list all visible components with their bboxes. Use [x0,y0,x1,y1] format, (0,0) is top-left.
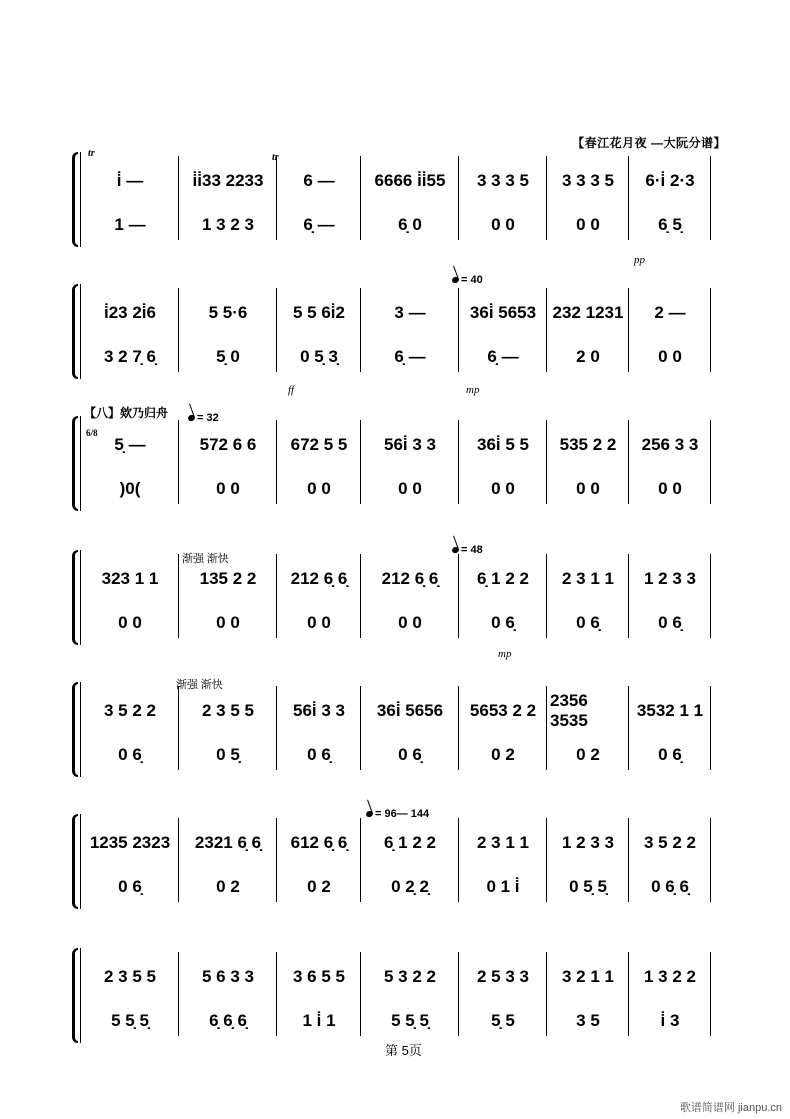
measure: 2 3 1 1 [477,833,529,852]
measure: 0 0 [491,215,515,234]
measure: 6̣ 6̣ 6̣ [209,1011,247,1030]
measure: )0( [119,479,141,498]
measure: 5̣ 0 [216,347,240,366]
score-header: 【春江花月夜 —大阮分谱】 [572,136,726,150]
measure: 0 2 [216,877,240,896]
measure: 2321 6̣ 6̣ [194,833,262,852]
score-system [72,416,724,511]
measure: 2 0 [576,347,600,366]
measure: 6̣ 5̣ [658,215,682,234]
quarter-note-icon [187,414,196,422]
measure: 36i̇ 5656 [376,701,444,720]
measure: 2 3 5 5 [104,967,156,986]
measure: 3 6 5 5 [293,967,345,986]
upper-part [80,430,724,460]
lower-part [80,872,724,902]
measure: 0 2̣ 2̣ [391,877,429,896]
measure: 0 5̣ 5̣ [569,877,607,896]
upper-part [80,962,724,992]
measure: 3 5 2 2 [104,701,156,720]
measure: 1 2 3 3 [644,569,696,588]
measure: 1 3 2 3 [202,215,254,234]
measure: 672 5 5 [290,435,348,454]
measure: 0 0 [576,479,600,498]
measure: 0 0 [307,613,331,632]
measure: i̇ 3 [660,1011,680,1030]
measure: 5 5 6i̇2 [293,303,345,322]
measure: 5 6 3 3 [202,967,254,986]
lower-part [80,740,724,770]
measure: 3 — [394,303,426,322]
measure: 6̣ — [303,215,335,234]
tempo-96-144: = 96— 144 [366,808,429,820]
measure: 3 3 3 5 [477,171,529,190]
system-brace [72,948,78,1043]
measure: 5653 2 2 [469,701,537,720]
measure: 3 5 [576,1011,600,1030]
measure: 6 — [303,171,335,190]
measure: 6̣ 1 2 2 [477,569,529,588]
measure: 0 2 [491,745,515,764]
measure: 2 3 5 5 [202,701,254,720]
tempo-32: = 32 [188,412,219,424]
tempo-48: = 48 [452,544,483,556]
upper-part [80,564,724,594]
system-brace [72,416,78,511]
measure: 2 5 3 3 [477,967,529,986]
measure: 0 0 [118,613,142,632]
measure: 0 0 [216,613,240,632]
lower-part [80,608,724,638]
measure: 2 3 1 1 [562,569,614,588]
system-brace [72,814,78,909]
measure: 0 0 [658,479,682,498]
measure: 0 6̣ [398,745,422,764]
lower-part [80,1006,724,1036]
measure: 6̣ 0 [398,215,422,234]
measure: 5̣ 5 [491,1011,515,1030]
measure: 0 0 [658,347,682,366]
measure: 0 0 [398,479,422,498]
measure: 612 6̣ 6̣ [290,833,348,852]
quarter-note-icon [451,546,460,554]
measure: 0 2 [307,877,331,896]
time-signature: 6/8 [86,428,98,438]
measure: 56i̇ 3 3 [384,435,436,454]
cresc-accel-2: 渐强 渐快 [176,679,223,691]
quarter-note-icon [451,276,460,284]
measure: 1 3 2 2 [644,967,696,986]
measure: i̇23 2i̇6 [104,303,156,322]
measure: 2356 3535 [550,691,588,730]
score-system [72,948,724,1043]
measure: 3 3 3 5 [562,171,614,190]
upper-part [80,828,724,858]
page-number: 第 5页 [385,1043,422,1058]
measure: 0 6̣ [118,745,142,764]
score-system [72,550,724,645]
measure: 0 6̣ [307,745,331,764]
dynamic-mp-1: mp [466,384,480,396]
measure: 1235 2323 [89,833,171,852]
score-system [72,682,724,777]
upper-part [80,298,724,328]
upper-part [80,166,724,196]
measure: 6666 i̇i̇55 [374,171,446,190]
measure: 323 1 1 [101,569,159,588]
section-label: 【八】欸乃归舟 [84,406,169,420]
upper-part [80,691,724,730]
measure: 1 i̇ 1 [302,1011,336,1030]
measure: 0 0 [398,613,422,632]
measure: 0 6̣ [118,877,142,896]
lower-part [80,342,724,372]
measure: 36i̇ 5 5 [477,435,529,454]
system-brace [72,152,78,247]
measure: 3 2 7̣ 6̣ [104,347,156,366]
lower-part [80,210,724,240]
tempo-40: = 40 [452,274,483,286]
quarter-note-icon [365,810,374,818]
measure: 0 6̣ [658,745,682,764]
dynamic-pp: pp [634,254,645,266]
measure: 0 0 [307,479,331,498]
measure: 0 0 [491,479,515,498]
measure: 6̣ — [487,347,519,366]
measure: 6̣ — [394,347,426,366]
measure: 3 5 2 2 [644,833,696,852]
measure: 0 5̣ [216,745,240,764]
score-system [72,814,724,909]
measure: 6̣ 1 2 2 [384,833,436,852]
system-brace [72,550,78,645]
measure: 0 6̣ [491,613,515,632]
measure: 56i̇ 3 3 [293,701,345,720]
measure: 232 1231 [552,303,624,322]
measure: 5 3 2 2 [384,967,436,986]
lower-part [80,474,724,504]
measure: 0 0 [576,215,600,234]
measure: 0 6̣ 6̣ [651,877,689,896]
measure: 5̣ — [114,435,146,454]
measure: 5 5̣ 5̣ [391,1011,429,1030]
measure: 535 2 2 [559,435,617,454]
dynamic-ff: ff [288,384,295,396]
measure: 3532 1 1 [636,701,704,720]
score-system [72,152,724,247]
measure: 212 6̣ 6̣ [381,569,439,588]
watermark: 歌谱简谱网 jianpu.cn [679,1102,782,1114]
trill-mark-2: tr [272,152,279,163]
score-system [72,284,724,379]
measure: 5 5̣ 5̣ [111,1011,149,1030]
trill-mark-1: tr [88,148,95,159]
measure: 135 2 2 [199,569,257,588]
measure: 572 6 6 [199,435,257,454]
measure: 1 2 3 3 [562,833,614,852]
measure: 0 0 [216,479,240,498]
system-brace [72,682,78,777]
system-brace [72,284,78,379]
cresc-accel-1: 渐强 渐快 [182,553,229,565]
measure: 3 2 1 1 [562,967,614,986]
measure: 0 2 [576,745,600,764]
measure: 2 — [654,303,686,322]
measure: 6·i̇ 2·3 [645,171,695,190]
dynamic-mp-2: mp [498,648,512,660]
measure: 0 5̣ 3̣ [300,347,338,366]
measure: 0 6̣ [576,613,600,632]
measure: i̇i̇33 2233 [192,171,264,190]
measure: 36i̇ 5653 [469,303,537,322]
measure: 0 6̣ [658,613,682,632]
measure: 1 — [114,215,146,234]
measure: 0 1 i̇ [486,877,520,896]
measure: 5 5·6 [208,303,248,322]
measure: 256 3 3 [641,435,699,454]
measure: 212 6̣ 6̣ [290,569,348,588]
measure: i̇ — [116,171,144,190]
